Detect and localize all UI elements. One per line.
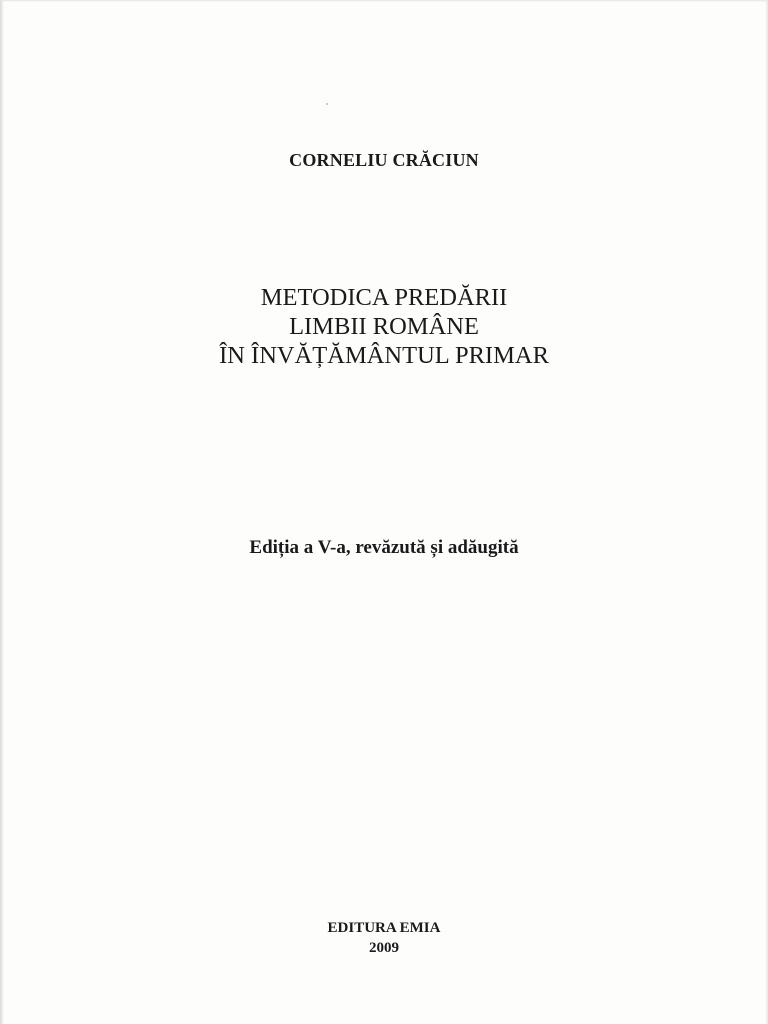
book-title-line-2: LIMBII ROMÂNE [289,313,479,340]
scan-speck [326,103,328,105]
scan-edge-top [0,0,768,2]
edition-note: Ediția a V-a, revăzută și adăugită [249,537,519,558]
book-title-line-3: ÎN ÎNVĂȚĂMÂNTUL PRIMAR [219,342,549,369]
publisher-name: EDITURA EMIA [327,920,441,936]
publication-year: 2009 [369,940,399,956]
book-title-line-1: METODICA PREDĂRII [260,284,508,311]
publisher-block [0,918,768,958]
book-title [0,283,768,370]
author-name: CORNELIU CRĂCIUN [289,150,479,170]
